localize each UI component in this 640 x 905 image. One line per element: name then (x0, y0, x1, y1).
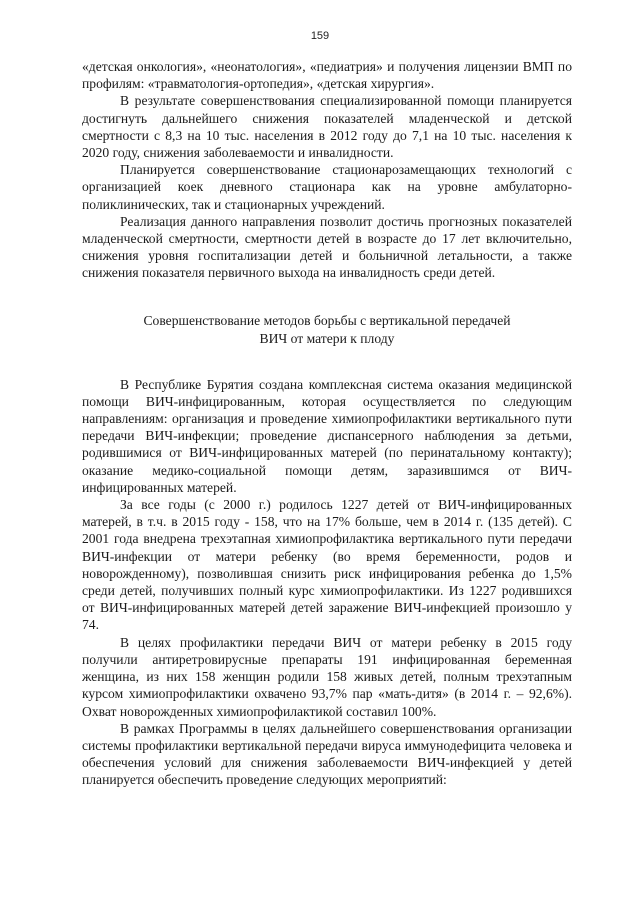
page-number: 159 (310, 30, 330, 42)
section-heading-line-2: ВИЧ от матери к плоду (259, 330, 395, 346)
paragraph-hiv-prevention-2015: В целях профилактики передачи ВИЧ от матери ребенку в 2015 году получили антиретровирусные препараты 191 инфицированная беременная женщина, из них 158 женщин родили 158 живых детей, полным трехэтапным курсом химиопрофилактики охвачено 93,7% пар «мать-дитя» (в 2014 г. – 92,6%). Охват новорожденных химиопрофилактикой составил 100%. (82, 634, 572, 719)
paragraph-specialized-care: В результате совершенствования специализированной помощи планируется достигнуть дальнейшего снижения показателей младенческой и детской смертности с 8,3 на 10 тыс. населения в 2012 году до 7,1 на 10 тыс. населения к 2020 году, снижения заболеваемости и инвалидности. (82, 93, 572, 161)
section-heading-line-1: Совершенствование методов борьбы с вертикальной передачей (143, 312, 511, 328)
paragraph-hiv-care-system: В Республике Бурятия создана комплексная система оказания медицинской помощи ВИЧ-инфицированным, которая осуществляется по следующим направлениям: организация и проведение химиопрофилактики вертикального пути передачи ВИЧ-инфекции; проведение диспансерного наблюдения за детьми, родившимися от ВИЧ-инфицированных матерей (по перинатальному контакту); оказание медико-социальной помощи детям, заразившимся от ВИЧ-инфицированных матерей. (82, 376, 572, 495)
paragraph-forecast-indicators: Реализация данного направления позволит достичь прогнозных показателей младенческой смертности, смертности детей в возрасте до 17 лет включительно, снижения уровня госпитализации детей и больничной летальности, а также снижения показателя первичного выхода на инвалидность среди детей. (82, 213, 572, 281)
paragraph-hiv-statistics: За все годы (с 2000 г.) родилось 1227 детей от ВИЧ-инфицированных матерей, в т.ч. в 2015 году - 158, что на 17% больше, чем в 2014 г. (135 детей). С 2001 года внедрена трехэтапная химиопрофилактика вертикального пути передачи ВИЧ-инфекции от матери ребенку (во время беременности, родов и новорожденному), позволившая снизить риск инфицирования ребенка до 1,5% среди детей, получивших полный курс химиопрофилактики. Из 1227 родившихся от ВИЧ-инфицированных матерей детей заражение ВИЧ-инфекцией произошло у 74. (82, 497, 572, 633)
document-body (82, 58, 572, 789)
paragraph-continuation: «детская онкология», «неонатология», «педиатрия» и получения лицензии ВМП по профилям: «травматология-ортопедия», «детская хирургия». (82, 59, 572, 92)
paragraph-program-measures: В рамках Программы в целях дальнейшего совершенствования организации системы профилактики вертикальной передачи вируса иммунодефицита человека и обеспечения условий для снижения заболеваемости ВИЧ-инфекцией у детей планируется обеспечить проведение следующих мероприятий: (82, 720, 572, 788)
paragraph-day-hospital: Планируется совершенствование стационарозамещающих технологий с организацией коек дневного стационара как на уровне амбулаторно-поликлинических, так и стационарных учреждений. (82, 162, 572, 212)
section-heading (82, 312, 572, 348)
